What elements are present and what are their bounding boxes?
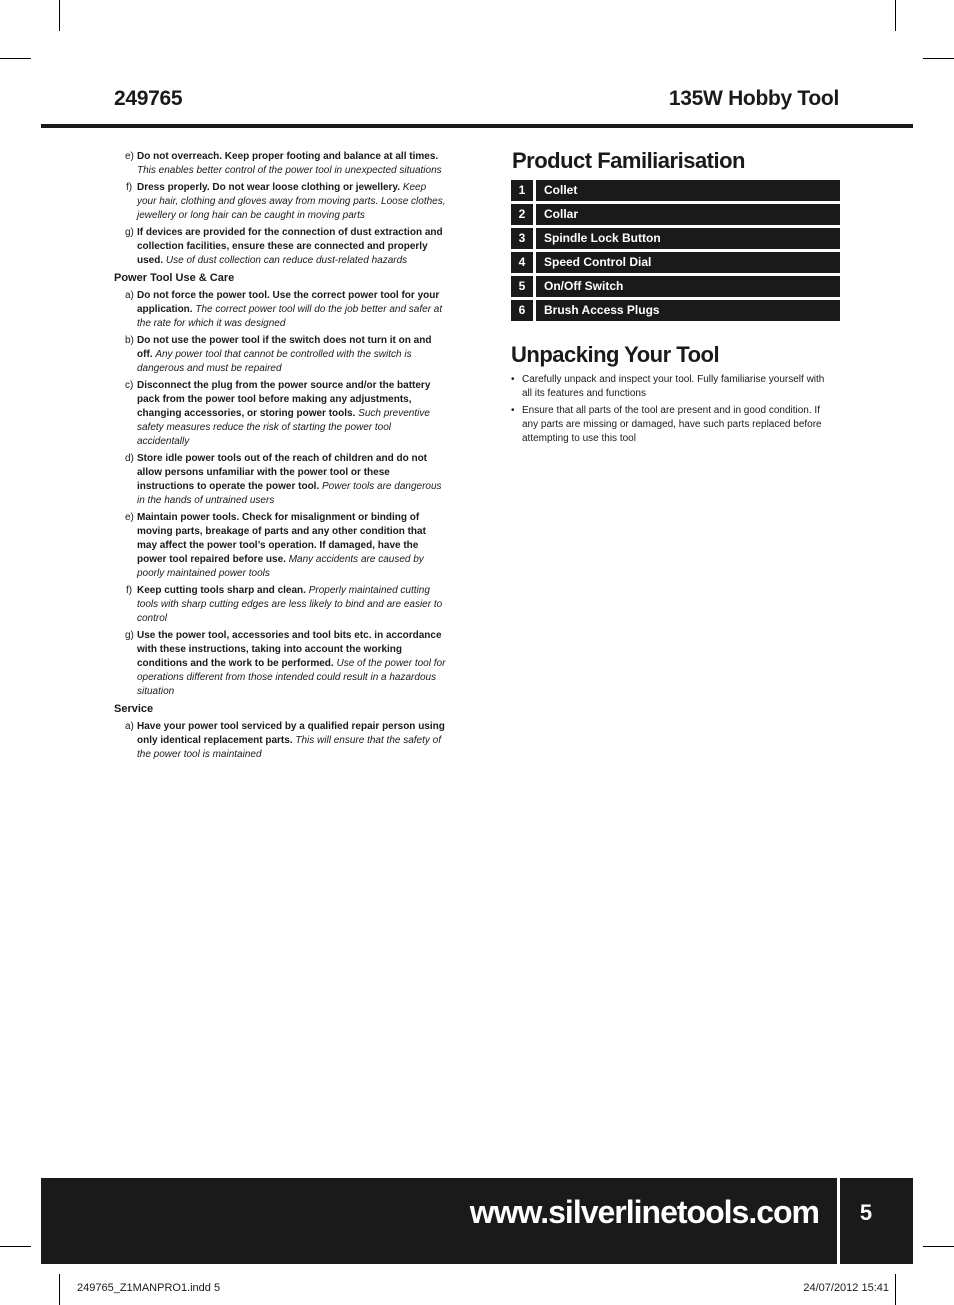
item-italic-text: Any power tool that cannot be controlled with the switch is dangerous and must be repaired — [137, 349, 412, 374]
crop-mark — [895, 1274, 896, 1305]
item-italic-text: Many accidents are caused by poorly maintained power tools — [137, 554, 424, 579]
bullet-text: Ensure that all parts of the tool are present and in good condition. If any parts are missing or damaged, have such parts replaced before attempting to use this tool — [522, 405, 822, 444]
crop-mark — [59, 0, 60, 31]
item-letter: c) — [125, 380, 134, 391]
table-row — [511, 180, 840, 201]
part-label: Brush Access Plugs — [536, 300, 840, 321]
item-letter: b) — [125, 335, 134, 346]
list-item — [114, 226, 446, 268]
page-number: 5 — [859, 1200, 873, 1225]
item-bold-text: Maintain power tools. Check for misalignment or binding of moving parts, breakage of parts and any other condition that may affect the power tool’s operation. If damaged, have the power tool repaired before use. — [137, 512, 426, 565]
list-item — [114, 379, 446, 449]
product-familiarisation-title: Product Familiarisation — [512, 148, 745, 173]
item-italic-text: Use of the power tool for operations different from those intended could result in a hazardous situation — [137, 658, 446, 697]
page-header — [41, 86, 913, 128]
item-bold-text: Store idle power tools out of the reach of children and do not allow persons unfamiliar with the power tool or these instructions to operate the power tool. — [137, 453, 428, 492]
part-number: 6 — [511, 300, 533, 321]
part-number: 4 — [511, 252, 533, 273]
bullet-text: Carefully unpack and inspect your tool. Fully familiarise yourself with all its features and functions — [522, 374, 825, 399]
list-item — [114, 289, 446, 331]
section-heading-use-care: Power Tool Use & Care — [114, 272, 235, 284]
item-letter: g) — [125, 630, 134, 641]
list-item — [511, 373, 836, 401]
table-row — [511, 204, 840, 225]
slug-filename: 249765_Z1MANPRO1.indd 5 — [77, 1282, 221, 1294]
safety-column — [114, 150, 446, 765]
item-italic-text: Properly maintained cutting tools with sharp cutting edges are less likely to bind and are easier to control — [137, 585, 443, 624]
part-label: Collar — [536, 204, 840, 225]
part-label: Spindle Lock Button — [536, 228, 840, 249]
item-italic-text: Use of dust collection can reduce dust-related hazards — [165, 255, 408, 266]
item-bold-text: Do not overreach. Keep proper footing and balance at all times. — [137, 151, 439, 162]
product-title: 135W Hobby Tool — [668, 87, 839, 110]
list-item — [114, 720, 446, 762]
list-item — [114, 452, 446, 508]
part-label: Speed Control Dial — [536, 252, 840, 273]
crop-mark — [923, 1246, 954, 1247]
item-italic-text: Keep your hair, clothing and gloves away from moving parts. Loose clothes, jewellery or long hair can be caught in moving parts — [137, 182, 446, 221]
bullet-icon: • — [511, 405, 515, 416]
item-letter: d) — [125, 453, 134, 464]
part-number: 2 — [511, 204, 533, 225]
part-number: 3 — [511, 228, 533, 249]
part-label: On/Off Switch — [536, 276, 840, 297]
item-bold-text: Dress properly. Do not wear loose clothing or jewellery. — [137, 182, 401, 193]
item-letter: f) — [126, 585, 133, 596]
part-label: Collet — [536, 180, 840, 201]
list-item — [114, 584, 446, 626]
item-letter: g) — [125, 227, 134, 238]
section-heading-service: Service — [114, 703, 154, 715]
item-italic-text: Such preventive safety measures reduce the risk of starting the power tool accidentally — [137, 408, 430, 447]
item-letter: f) — [126, 182, 133, 193]
part-number: 5 — [511, 276, 533, 297]
item-bold-text: Use the power tool, accessories and tool bits etc. in accordance with these instructions, taking into account the working conditions and the work to be performed. — [137, 630, 442, 669]
item-letter: e) — [125, 151, 134, 162]
slug-timestamp: 24/07/2012 15:41 — [803, 1282, 889, 1294]
part-number: 1 — [511, 180, 533, 201]
model-number: 249765 — [114, 87, 183, 110]
list-item — [511, 404, 836, 446]
list-item — [114, 629, 446, 699]
crop-mark — [895, 0, 896, 31]
table-row — [511, 228, 840, 249]
item-letter: a) — [125, 290, 134, 301]
table-row — [511, 300, 840, 321]
list-item — [114, 334, 446, 376]
crop-mark — [0, 1246, 31, 1247]
item-bold-text: Have your power tool serviced by a qualified repair person using only identical replacement parts. — [137, 721, 445, 746]
list-item — [114, 181, 446, 223]
bullet-icon: • — [511, 374, 515, 385]
item-bold-text: Keep cutting tools sharp and clean. — [137, 585, 306, 596]
item-bold-text: Do not use the power tool if the switch does not turn it on and off. — [137, 335, 432, 360]
item-italic-text: Power tools are dangerous in the hands of untrained users — [137, 481, 442, 506]
item-bold-text: Disconnect the plug from the power source and/or the battery pack from the power tool before making any adjustments, changing accessories, or storing power tools. — [137, 380, 431, 419]
table-row — [511, 276, 840, 297]
website-link[interactable]: www.silverlinetools.com — [469, 1194, 819, 1230]
item-bold-text: Do not force the power tool. Use the correct power tool for your application. — [137, 290, 440, 315]
item-italic-text: This will ensure that the safety of the power tool is maintained — [137, 735, 442, 760]
parts-table — [511, 180, 840, 324]
crop-mark — [59, 1274, 60, 1305]
crop-mark — [923, 58, 954, 59]
item-letter: a) — [125, 721, 134, 732]
unpacking-list — [511, 373, 836, 449]
item-bold-text: If devices are provided for the connection of dust extraction and collection facilities, ensure these are connected and properly used. — [137, 227, 443, 266]
item-italic-text: This enables better control of the power tool in unexpected situations — [137, 165, 442, 176]
item-letter: e) — [125, 512, 134, 523]
table-row — [511, 252, 840, 273]
page-number-box — [840, 1178, 913, 1264]
list-item — [114, 150, 446, 178]
footer-bar — [41, 1178, 837, 1264]
crop-mark — [0, 58, 31, 59]
list-item — [114, 511, 446, 581]
unpacking-title: Unpacking Your Tool — [511, 342, 720, 367]
item-italic-text: The correct power tool will do the job better and safer at the rate for which it was designed — [137, 304, 443, 329]
